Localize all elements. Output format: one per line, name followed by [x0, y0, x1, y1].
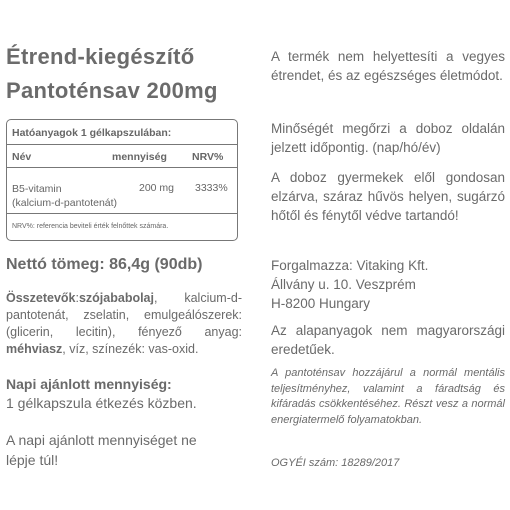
ingredients-colon: :: [75, 291, 79, 305]
column-nrv-header: NRV%: [192, 151, 224, 163]
dosage-warning-line: A napi ajánlott mennyiséget ne: [6, 432, 197, 448]
table-divider: [7, 144, 237, 145]
nrv-footnote: NRV%: referencia beviteli érték felnőttek számára.: [12, 223, 169, 230]
ingredients-text-1: , kalcium-d-pantotenát, zselatin, emulgeálószerek: (glicerin, lecitin), fényező anyag:: [6, 291, 242, 339]
distributor-name: Forgalmazza: Vitaking Kft.: [271, 258, 429, 273]
column-name-header: Név: [12, 151, 32, 163]
ogyei-number: OGYÉI szám: 18289/2017: [271, 457, 400, 469]
distributor-info: [271, 256, 505, 313]
health-claim: A pantoténsav hozzájárul a normál mentális teljesítményhez, valamint a fáradtság és kifáradás csökkentéséhez. Részt vesz a normál energiatermelő folyamatokban.: [271, 367, 505, 426]
storage-instructions: A doboz gyermekek elől gondosan elzárva, száraz hűvös helyen, sugárzó hőtől és fénytől védve tartandó!: [271, 170, 505, 223]
distributor-country: H-8200 Hungary: [271, 296, 371, 311]
allergen-beeswax: méhviasz: [6, 342, 63, 356]
table-header: Hatóanyagok 1 gélkapszulában:: [12, 127, 172, 139]
dosage-warning-line: lépje túl!: [6, 452, 59, 468]
allergen-soy: szójababolaj: [78, 291, 154, 305]
ingredient-nrv-cell: 3333%: [195, 182, 228, 194]
ingredient-name-cell: [12, 182, 117, 210]
origin-note: Az alapanyagok nem magyarországi eredetűek.: [271, 323, 505, 357]
product-name-title: Pantoténsav 200mg: [6, 78, 218, 103]
distributor-address: Állvány u. 10. Veszprém: [271, 277, 416, 292]
ingredients-label: Összetevők: [6, 291, 76, 305]
product-category-title: Étrend-kiegészítő: [6, 44, 195, 69]
best-before-note: Minőségét megőrzi a doboz oldalán jelzett időpontig. (nap/hó/év): [271, 121, 505, 155]
ingredient-quantity-cell: 200 mg: [139, 182, 175, 194]
column-quantity-header: mennyiség: [112, 151, 167, 163]
ingredients-text-2: , víz, színezék: vas-oxid.: [62, 342, 199, 356]
net-weight: Nettó tömeg: 86,4g (90db): [6, 256, 203, 273]
dosage-warning: [6, 430, 242, 470]
ingredient-name: B5-vitamin: [12, 183, 62, 195]
table-divider: [7, 213, 237, 214]
active-ingredients-table: [6, 119, 238, 241]
daily-dose-label: Napi ajánlott mennyiség:: [6, 376, 172, 392]
ingredient-form: (kalcium-d-pantotenát): [12, 197, 118, 209]
table-divider: [7, 167, 237, 168]
daily-dose-value: 1 gélkapszula étkezés közben.: [6, 395, 197, 411]
ingredients-paragraph: [6, 290, 242, 358]
diet-disclaimer: A termék nem helyettesíti a vegyes étrendet, és az egészséges életmódot.: [271, 49, 505, 83]
